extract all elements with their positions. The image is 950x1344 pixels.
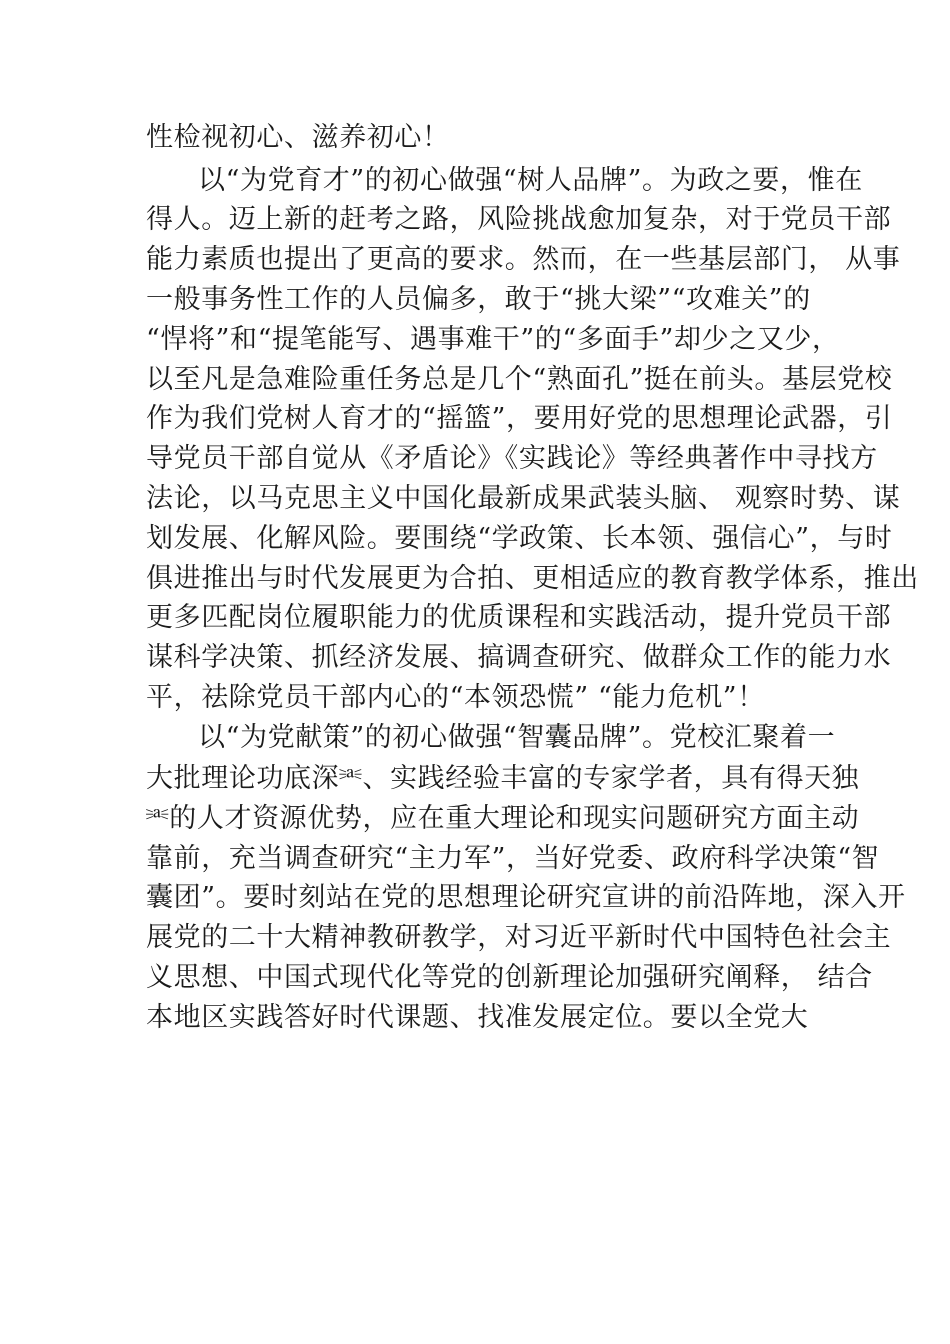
text-line-10: 法论，以马克思主义中国化最新成果武装头脑、 观察时势、谋	[146, 483, 901, 514]
text-line-3: 得人。迈上新的赶考之路，风险挑战愈加复杂，对于党员干部	[146, 204, 892, 235]
text-line-9: 导党员干部自觉从《矛盾论》《实践论》等经典著作中寻找方	[146, 443, 878, 474]
text-line-11: 划发展、化解风险。要围绕“学政策、长本领、强信心”，与时	[146, 523, 893, 554]
text-line-12: 俱进推出与时代发展更为合拍、更相适应的教育教学体系，推出	[146, 563, 919, 594]
paragraph-start-line: 以“为党育才”的初心做强“树人品牌”。为政之要，惟在	[198, 165, 863, 196]
text-line-22: 义思想、中国式现代化等党的创新理论加强研究阐释， 结合	[146, 962, 873, 993]
paragraph-start-line: 以“为党献策”的初心做强“智囊品牌”。党校汇聚着一	[198, 722, 836, 753]
text-line-1: 性检视初心、滋养初心！	[146, 122, 450, 153]
text-line-18: ⎃的人才资源优势，应在重大理论和现实问题研究方面主动	[146, 803, 860, 834]
text-line-6: “悍将”和“提笔能写、遇事难干”的“多面手”却少之又少，	[146, 324, 840, 355]
text-line-7: 以至凡是急难险重任务总是几个“熟面孔”挺在前头。基层党校	[146, 364, 893, 395]
text-line-23: 本地区实践答好时代课题、找准发展定位。要以全党大	[146, 1002, 809, 1033]
text-line-14: 谋科学决策、抓经济发展、搞调查研究、做群众工作的能力水	[146, 642, 892, 673]
text-line-17: 大批理论功底深⎃、实践经验丰富的专家学者，具有得天独	[146, 763, 860, 794]
text-line-4: 能力素质也提出了更高的要求。然而，在一些基层部门， 从事	[146, 244, 901, 275]
text-line-21: 展党的二十大精神教研教学，对习近平新时代中国特色社会主	[146, 922, 892, 953]
text-line-8: 作为我们党树人育才的“摇篮”，要用好党的思想理论武器，引	[146, 403, 893, 434]
text-line-19: 靠前，充当调查研究“主力军”，当好党委、政府科学决策“智	[146, 843, 880, 874]
text-line-15: 平，祛除党员干部内心的“本领恐慌” “能力危机”！	[146, 682, 765, 713]
text-line-20: 囊团”。要时刻站在党的思想理论研究宣讲的前沿阵地，深入开	[146, 882, 906, 913]
text-line-5: 一般事务性工作的人员偏多，敢于“挑大梁”“攻难关”的	[146, 284, 811, 315]
text-line-13: 更多匹配岗位履职能力的优质课程和实践活动，提升党员干部	[146, 602, 892, 633]
